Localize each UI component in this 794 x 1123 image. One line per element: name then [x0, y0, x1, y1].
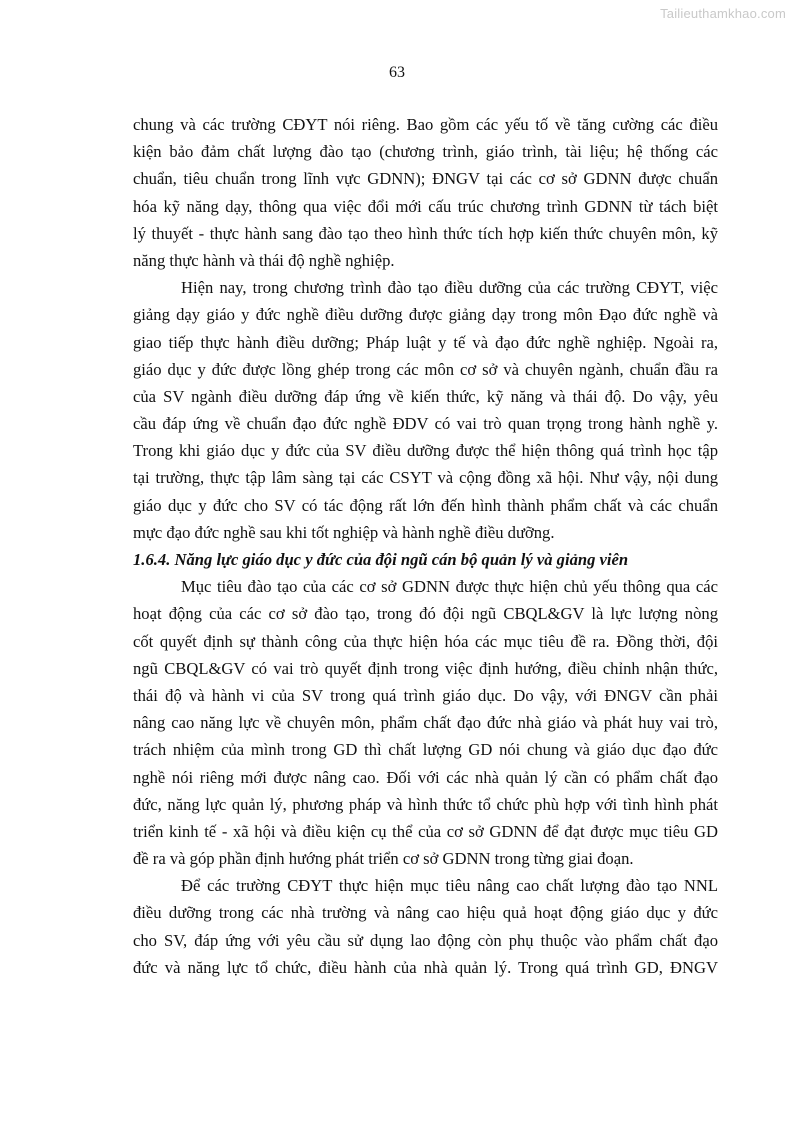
- text-line: mực đạo đức nghề sau khi tốt nghiệp và hành nghề điều dưỡng.: [133, 522, 555, 542]
- text-line: chuẩn, tiêu chuẩn trong lĩnh vực GDNN); ĐNGV tại các cơ sở GDNN được chuẩn: [133, 169, 718, 189]
- text-line: Mục tiêu đào tạo của các cơ sở GDNN được thực hiện chủ yếu thông qua các: [181, 577, 718, 597]
- text-line: thái độ và hành vi của SV trong quá trình giáo dục. Do vậy, với ĐNGV cần phải: [133, 685, 718, 705]
- paragraph-3: [133, 573, 718, 872]
- text-line: trách nhiệm của mình trong GD thì chất lượng GD nói chung và giáo dục đạo đức: [133, 740, 718, 760]
- paragraph-4: [133, 872, 718, 981]
- text-line: hoạt động của các cơ sở đào tạo, trong đó đội ngũ CBQL&GV là lực lượng nòng: [133, 604, 718, 624]
- watermark-text: Tailieuthamkhao.com: [660, 6, 786, 21]
- paragraph-2: [133, 274, 718, 546]
- text-line: của SV ngành điều dưỡng đáp ứng về kiến thức, kỹ năng và thái độ. Do vậy, yêu: [133, 386, 718, 406]
- text-line: hóa kỹ năng dạy, thông qua việc đổi mới cấu trúc chương trình GDNN từ tách biệt: [133, 196, 718, 216]
- text-line: Hiện nay, trong chương trình đào tạo điều dưỡng của các trường CĐYT, việc: [181, 278, 718, 298]
- text-line: đề ra và góp phần định hướng phát triển cơ sở GDNN trong từng giai đoạn.: [133, 849, 634, 869]
- section-heading: 1.6.4. Năng lực giáo dục y đức của đội ngũ cán bộ quản lý và giảng viên: [133, 550, 629, 569]
- text-line: giáo dục y đức cho SV có tác động rất lớn đến hình thành phẩm chất và các chuẩn: [133, 495, 718, 515]
- text-line: đức, năng lực quản lý, phương pháp và hình thức tổ chức phù hợp với tình hình phát: [133, 794, 718, 814]
- text-line: tại trường, thực tập lâm sàng tại các CSYT và cộng đồng xã hội. Như vậy, nội dung: [133, 468, 718, 488]
- document-body: [133, 111, 718, 981]
- paragraph-1: [133, 111, 718, 274]
- text-line: chung và các trường CĐYT nói riêng. Bao gồm các yếu tố về tăng cường các điều: [133, 115, 718, 134]
- text-line: giao tiếp thực hành điều dưỡng; Pháp luật y tế và đạo đức nghề nghiệp. Ngoài ra,: [133, 332, 718, 352]
- text-line: ngũ CBQL&GV có vai trò quyết định trong việc định hướng, điều chỉnh nhận thức,: [133, 658, 718, 678]
- text-line: cầu đáp ứng về chuẩn đạo đức nghề ĐDV có vai trò quan trọng trong hành nghề y.: [133, 414, 718, 434]
- text-line: giảng dạy giáo y đức nghề điều dưỡng được giảng dạy trong môn Đạo đức nghề và: [133, 305, 718, 325]
- text-line: giáo dục y đức được lồng ghép trong các môn cơ sở và chuyên ngành, chuẩn đầu ra: [133, 359, 718, 379]
- page-number: 63: [389, 64, 405, 81]
- text-line: cho SV, đáp ứng với yêu cầu sử dụng lao động còn phụ thuộc vào phẩm chất đạo: [133, 930, 718, 950]
- text-line: Để các trường CĐYT thực hiện mục tiêu nâng cao chất lượng đào tạo NNL: [181, 876, 718, 896]
- text-line: năng thực hành và thái độ nghề nghiệp.: [133, 250, 395, 270]
- text-line: lý thuyết - thực hành sang đào tạo theo hình thức tích hợp kiến thức chuyên môn, kỹ: [133, 223, 718, 243]
- text-line: nâng cao năng lực về chuyên môn, phẩm chất đạo đức nhà giáo và phát huy vai trò,: [133, 713, 718, 733]
- text-line: nghề nói riêng mới được nâng cao. Đối với các nhà quản lý cần có phẩm chất đạo: [133, 767, 718, 787]
- text-line: triển kinh tế - xã hội và điều kiện cụ thể của cơ sở GDNN để đạt được mục tiêu GD: [133, 821, 718, 841]
- text-line: đức và năng lực tổ chức, điều hành của nhà quản lý. Trong quá trình GD, ĐNGV: [133, 957, 718, 977]
- text-line: Trong khi giáo dục y đức của SV điều dưỡng được thể hiện thông quá trình học tập: [133, 441, 718, 461]
- text-line: cốt quyết định sự thành công của thực hiện hóa các mục tiêu đề ra. Đồng thời, đội: [133, 631, 718, 651]
- text-line: điều dưỡng trong các nhà trường và nâng cao hiệu quả hoạt động giáo dục y đức: [133, 903, 718, 923]
- text-line: kiện bảo đảm chất lượng đào tạo (chương trình, giáo trình, tài liệu; hệ thống các: [133, 142, 718, 162]
